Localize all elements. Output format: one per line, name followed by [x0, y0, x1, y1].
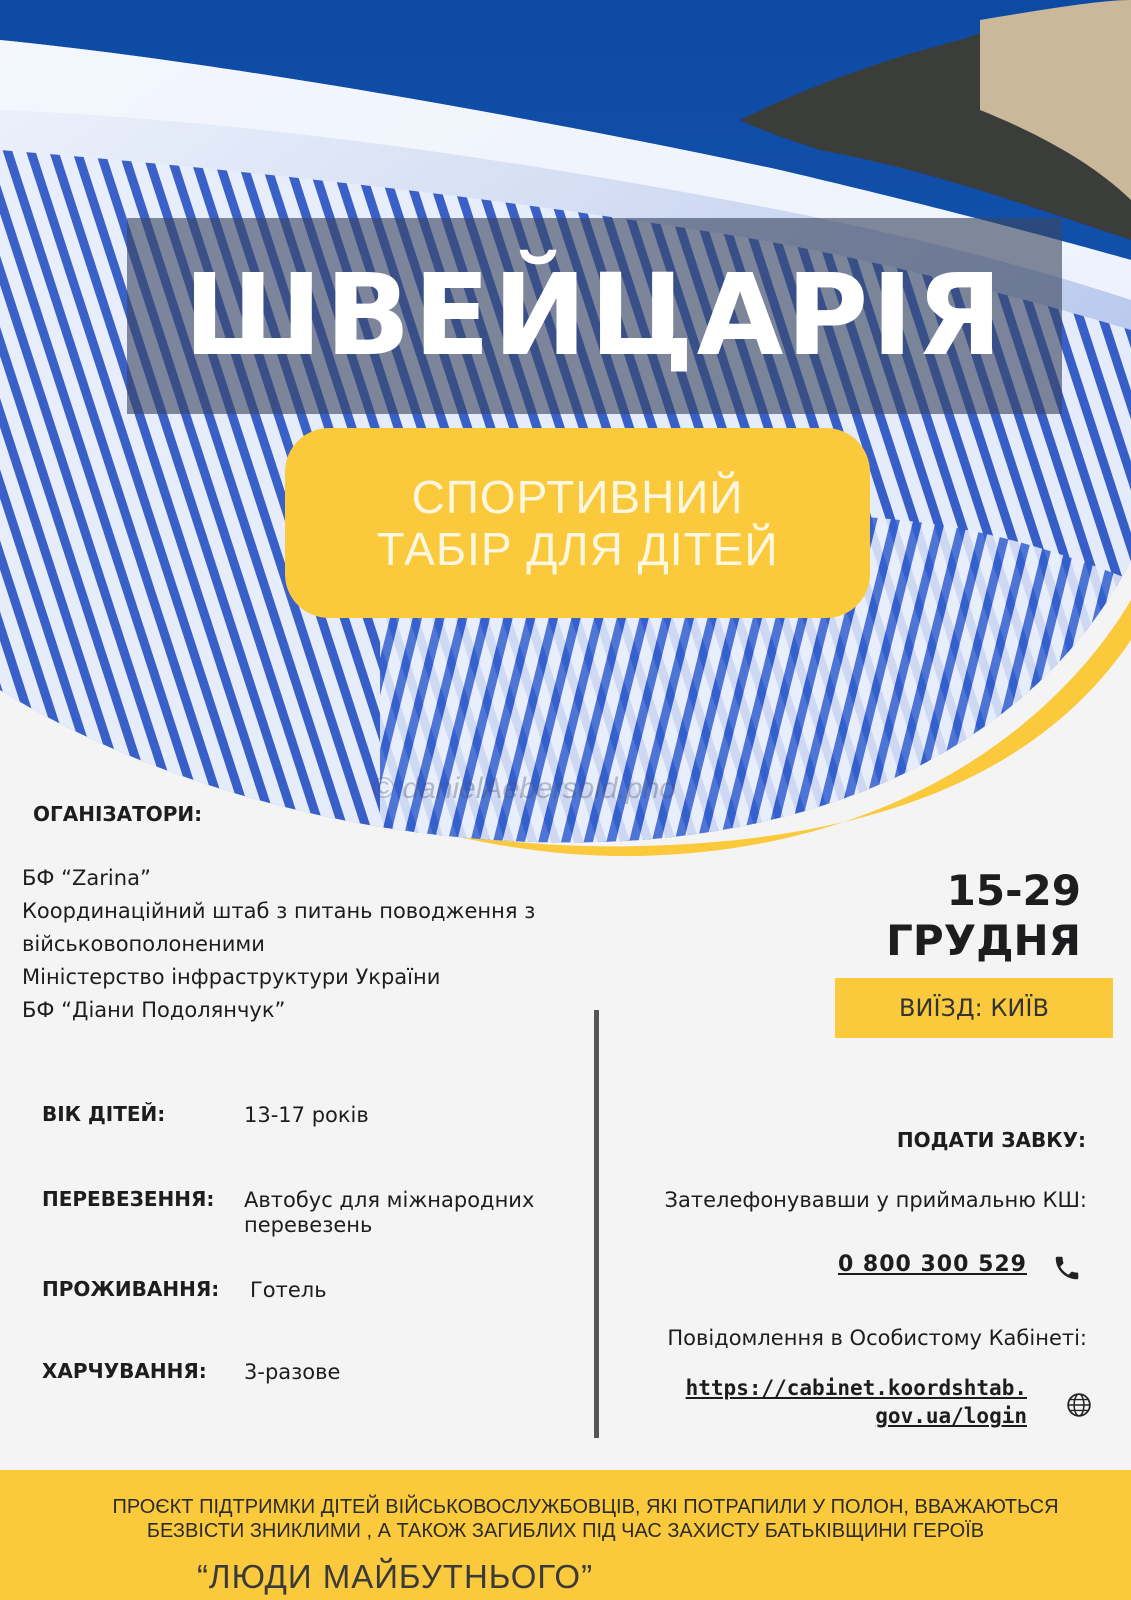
apply-cabinet-text: Повідомлення в Особистому Кабінеті:: [667, 1326, 1087, 1350]
detail-key: ХАРЧУВАННЯ:: [42, 1359, 207, 1383]
globe-icon[interactable]: [1066, 1392, 1092, 1418]
organizers-title: ОГАНІЗАТОРИ:: [33, 802, 203, 826]
apply-title: ПОДАТИ ЗАВКУ:: [896, 1128, 1086, 1152]
detail-value: 3-разове: [244, 1360, 341, 1384]
footer-banner: [0, 1470, 1131, 1600]
subtitle-line-1: СПОРТИВНИЙ: [411, 471, 744, 523]
column-divider: [594, 1010, 599, 1438]
apply-phone-text: Зателефонувавши у приймальню КШ:: [664, 1188, 1087, 1212]
title-banner: [127, 218, 1062, 414]
page-title: ШВЕЙЦАРІЯ: [183, 251, 1006, 381]
detail-value: 13-17 років: [244, 1103, 369, 1127]
organizer-item: БФ “Діани Подолянчук”: [22, 998, 286, 1022]
footer-line-1: ПРОЄКТ ПІДТРИМКИ ДІТЕЙ ВІЙСЬКОВОСЛУЖБОВЦІВ, ЯКІ ПОТРАПИЛИ У ПОЛОН, ВВАЖАЮТЬСЯ: [112, 1496, 1059, 1518]
date-month: ГРУДНЯ: [886, 916, 1081, 965]
detail-value-cont: перевезень: [244, 1213, 373, 1237]
photo-watermark: © danielAebersold.pho: [372, 772, 676, 805]
date-range: 15-29: [946, 866, 1081, 915]
subtitle-badge: [285, 428, 870, 618]
phone-link[interactable]: 0 800 300 529: [837, 1252, 1027, 1277]
project-motto: “ЛЮДИ МАЙБУТНЬОГО”: [196, 1558, 594, 1595]
cabinet-link-line-2[interactable]: gov.ua/login: [875, 1404, 1027, 1428]
detail-value: Автобус для міжнародних: [244, 1188, 535, 1212]
organizer-item: БФ “Zarina”: [22, 866, 151, 890]
departure-badge: ВИЇЗД: КИЇВ: [835, 978, 1113, 1038]
subtitle-line-2: ТАБІР ДЛЯ ДІТЕЙ: [376, 523, 779, 575]
cabinet-link[interactable]: [686, 1374, 1027, 1430]
detail-key: ПРОЖИВАННЯ:: [42, 1277, 220, 1301]
event-dates: [886, 866, 1081, 966]
organizers-list: [22, 862, 662, 1027]
detail-key: ВІК ДІТЕЙ:: [42, 1102, 166, 1126]
organizer-item: військовополоненими: [22, 932, 265, 956]
organizer-item: Координаційний штаб з питань поводження з: [22, 899, 536, 923]
footer-line-2: БЕЗВІСТИ ЗНИКЛИМИ , А ТАКОЖ ЗАГИБЛИХ ПІД ЧАС ЗАХИСТУ БАТЬКІВЩИНИ ГЕРОЇВ: [146, 1520, 985, 1542]
phone-icon[interactable]: [1052, 1253, 1082, 1283]
organizer-item: Міністерство інфраструктури України: [22, 965, 441, 989]
detail-value: Готель: [250, 1278, 327, 1302]
cabinet-link-line-1[interactable]: https://cabinet.koordshtab.: [685, 1376, 1027, 1400]
detail-key: ПЕРЕВЕЗЕННЯ:: [42, 1187, 215, 1211]
